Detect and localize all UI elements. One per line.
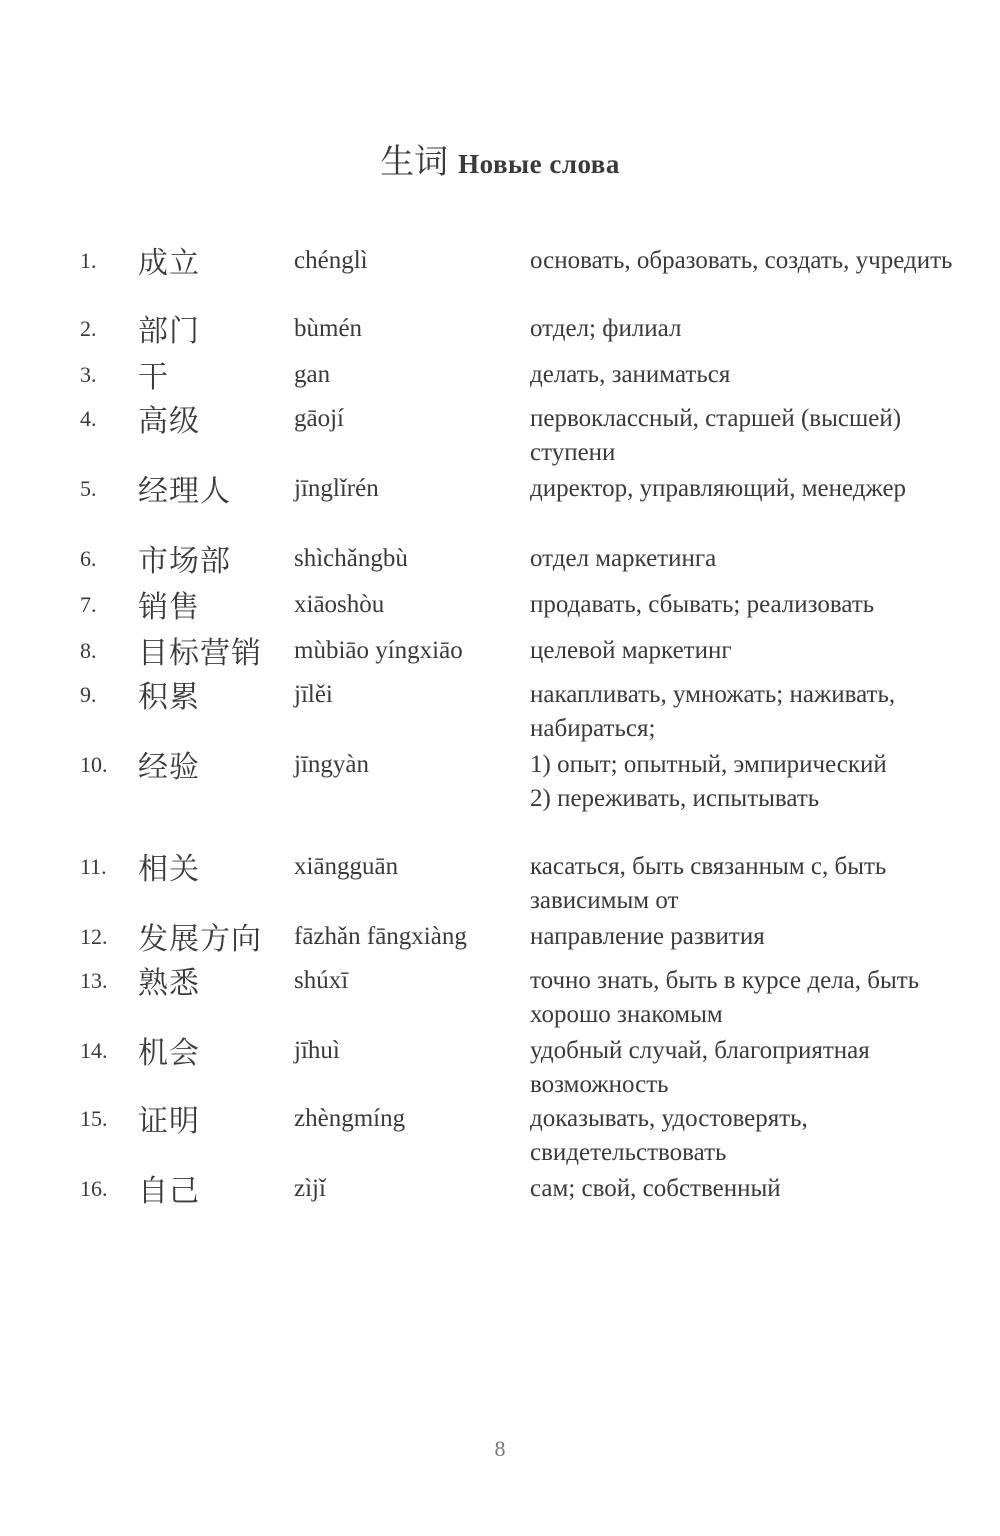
entry-translation: директор, управляющий, менеджер <box>530 475 907 502</box>
entry-pinyin: jīngyàn <box>294 751 369 778</box>
entry-pinyin: xiāngguān <box>294 853 399 880</box>
entry-translation: первоклассный, старшей (высшей) ступени <box>530 405 902 466</box>
entry-hanzi: 发展方向 <box>138 922 262 957</box>
entry-hanzi: 相关 <box>138 852 200 887</box>
entry-number: 8. <box>80 638 97 663</box>
entry-translation: доказывать, удостоверять, свидетельствовать <box>530 1105 808 1166</box>
entry-hanzi: 干 <box>138 360 169 395</box>
entry-pinyin: zìjǐ <box>294 1175 326 1202</box>
entry-hanzi: 销售 <box>138 590 200 625</box>
entry-pinyin: mùbiāo yíngxiāo <box>294 637 463 664</box>
entry-number: 16. <box>80 1176 108 1201</box>
entry-translation: накапливать, умножать; наживать, набираться; <box>530 681 896 742</box>
page-title <box>0 134 1000 183</box>
entry-hanzi: 高级 <box>138 404 200 439</box>
entry-pinyin: xiāoshòu <box>294 591 385 618</box>
entry-hanzi: 熟悉 <box>138 966 200 1001</box>
entry-pinyin: bùmén <box>294 315 363 342</box>
entry-pinyin: jīhuì <box>294 1037 340 1064</box>
entry-number: 11. <box>80 854 107 879</box>
entry-number: 1. <box>80 248 97 273</box>
entry-hanzi: 积累 <box>138 680 200 715</box>
entry-pinyin: fāzhǎn fāngxiàng <box>294 923 467 950</box>
entry-pinyin: zhèngmíng <box>294 1105 406 1132</box>
page-number: 8 <box>494 1436 506 1461</box>
title-chinese: 生词 <box>380 142 449 182</box>
entry-number: 15. <box>80 1106 108 1131</box>
entry-number: 14. <box>80 1038 108 1063</box>
entry-hanzi: 成立 <box>138 246 200 281</box>
entry-number: 7. <box>80 592 97 617</box>
entry-pinyin: chénglì <box>294 247 368 274</box>
entry-hanzi: 经理人 <box>138 474 231 509</box>
entry-pinyin: gāojí <box>294 405 344 432</box>
entry-hanzi: 部门 <box>138 314 200 349</box>
title-russian: Новые слова <box>458 149 620 179</box>
entry-number: 2. <box>80 316 97 341</box>
entry-number: 3. <box>80 362 97 387</box>
entry-pinyin: shúxī <box>294 967 349 994</box>
entry-hanzi: 经验 <box>138 750 200 785</box>
entry-number: 13. <box>80 968 108 993</box>
entry-number: 9. <box>80 682 97 707</box>
entry-translation: касаться, быть связанным с, быть зависимым от <box>530 853 887 914</box>
entry-number: 10. <box>80 752 108 777</box>
entry-translation: 1) опыт; опытный, эмпирический 2) переживать, испытывать <box>530 751 887 812</box>
entry-translation: продавать, сбывать; реализовать <box>530 591 875 618</box>
entry-hanzi: 目标营销 <box>138 636 262 671</box>
entry-translation: основать, образовать, создать, учредить <box>530 247 953 274</box>
entry-translation: сам; свой, собственный <box>530 1175 781 1202</box>
entry-hanzi: 市场部 <box>138 544 231 579</box>
entry-translation: отдел; филиал <box>530 315 682 342</box>
entry-hanzi: 机会 <box>138 1036 200 1071</box>
entry-translation: отдел маркетинга <box>530 545 717 572</box>
entry-number: 4. <box>80 406 97 431</box>
entry-pinyin: shìchǎngbù <box>294 545 408 572</box>
entry-pinyin: jīlěi <box>294 681 333 708</box>
entry-hanzi: 证明 <box>138 1104 200 1139</box>
entry-translation: направление развития <box>530 923 765 950</box>
entry-hanzi: 自己 <box>138 1174 200 1209</box>
entry-translation: точно знать, быть в курсе дела, быть хорошо знакомым <box>530 967 920 1028</box>
entry-pinyin: jīnglǐrén <box>294 475 379 502</box>
entry-translation: удобный случай, благоприятная возможность <box>530 1037 870 1098</box>
entry-pinyin: gan <box>294 361 331 388</box>
entry-number: 12. <box>80 924 108 949</box>
entry-translation: делать, заниматься <box>530 361 731 388</box>
entry-number: 5. <box>80 476 97 501</box>
entry-number: 6. <box>80 546 97 571</box>
entry-translation: целевой маркетинг <box>530 637 732 664</box>
